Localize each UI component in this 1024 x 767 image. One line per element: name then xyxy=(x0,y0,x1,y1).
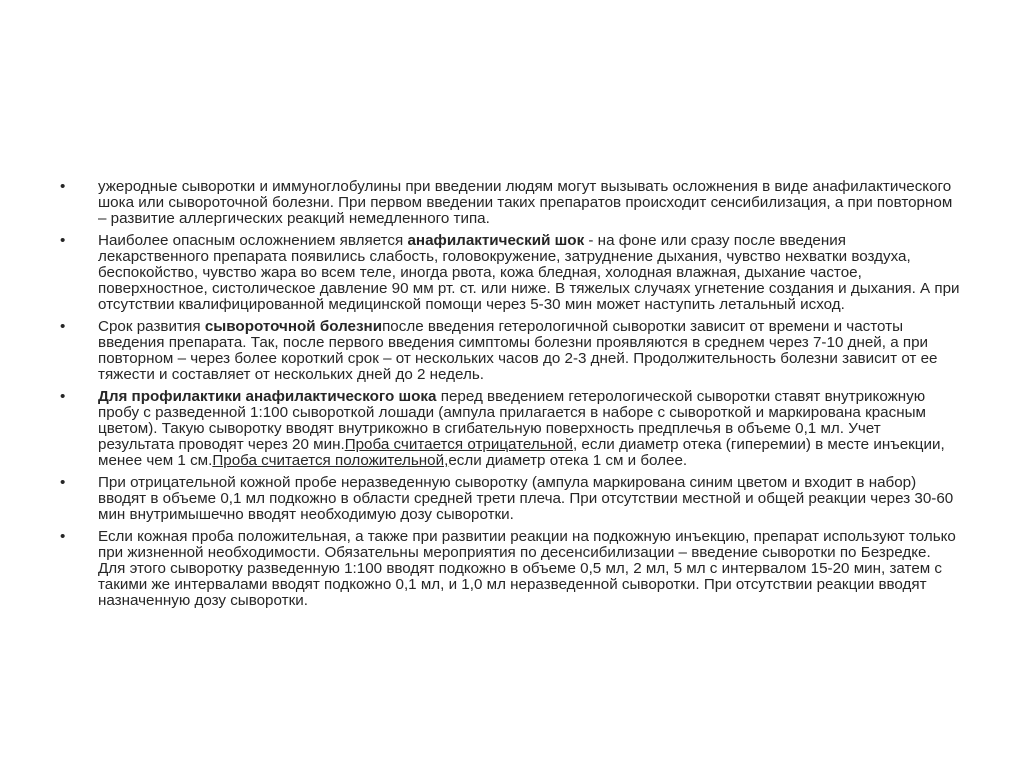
bullet-item xyxy=(60,319,960,383)
bullet-item xyxy=(60,233,960,313)
bullet-dot-icon: • xyxy=(60,232,66,249)
paragraph-text: , если диаметр отека (гиперемии) в месте инъекции, менее чем 1 см. xyxy=(98,436,945,469)
term-prophylaxis: Для профилактики анафилактического шока xyxy=(98,388,437,405)
term-serum-sickness: сывороточной болезни xyxy=(204,318,383,335)
paragraph-text: Если кожная проба положительная, а также при развитии реакции на подкожную инъекцию, препарат используют только при жизненной необходимости. Обязательны мероприятия по десенсибилизации – введение сыворотки по Безредке. Для этого сыворотку разведенную 1:100 вводят подкожно в объеме 0,5 мл, 2 мл, 5 мл с интервалом 15-20 мин, затем с такими же интервалами вводят подкожно 0,1 мл, и 1,0 мл неразведенной сыворотки. При отсутствии реакции вводят назначенную дозу сыворотки. xyxy=(98,528,956,609)
bullet-item xyxy=(60,179,960,227)
positive-test-phrase: Проба считается положительной, xyxy=(212,452,449,469)
bullet-dot-icon: • xyxy=(60,318,66,335)
paragraph-text: Наиболее опасным осложнением является xyxy=(98,232,408,249)
paragraph-text: после введения гетерологичной сыворотки зависит от времени и частоты введения препарата. Так, после первого введения симптомы болезни проявляются в среднем через 7-10 дней, а при повторном – через более короткий срок – от нескольких часов до 2-3 дней. Продолжительность болезни зависит от ее тяжести и составляет от нескольких дней до 2 недель. xyxy=(98,318,938,383)
bullet-item xyxy=(60,475,960,523)
bullet-dot-icon: • xyxy=(60,178,66,195)
paragraph-text: При отрицательной кожной пробе неразведенную сыворотку (ампула маркирована синим цветом и входит в набор) вводят в объеме 0,1 мл подкожно в области средней трети плеча. При отсутствии местной и общей реакции через 30-60 мин внутримышечно вводят необходимую дозу сыворотки. xyxy=(98,474,954,523)
bullet-item xyxy=(60,389,960,469)
negative-test-phrase: Проба считается отрицательной xyxy=(344,436,573,453)
bullet-item xyxy=(60,529,960,609)
bullet-list xyxy=(60,179,960,615)
paragraph-text: - на фоне или сразу после введения лекарственного препарата появились слабость, головокружение, затруднение дыхания, чувство нехватки воздуха, беспокойство, чувство жара во всем теле, иногда рвота, кожа бледная, холодная влажная, дыхание частое, поверхностное, систолическое давление 90 мм рт. ст. или ниже. В тяжелых случаях угнетение создания и дыхания. А при отсутствии квалифицированной медицинской помощи через 5-30 мин может наступить летальный исход. xyxy=(98,232,960,313)
term-anaphylactic-shock: анафилактический шок xyxy=(407,232,585,249)
bullet-dot-icon: • xyxy=(60,528,66,545)
bullet-dot-icon: • xyxy=(60,388,66,405)
paragraph-text: если диаметр отека 1 см и более. xyxy=(448,452,688,469)
paragraph-text: ужеродные сыворотки и иммуноглобулины при введении людям могут вызывать осложнения в виде анафилактического шока или сывороточной болезни. При первом введении таких препаратов происходит сенсибилизация, а при повторном – развитие аллергических реакций немедленного типа. xyxy=(98,178,953,227)
bullet-dot-icon: • xyxy=(60,474,66,491)
paragraph-text: перед введением гетерологической сыворотки ставят внутрикожную пробу с разведенной 1:100 сывороткой лошади (ампула прилагается в наборе с сывороткой и маркирована красным цветом). Такую сыворотку вводят внутрикожно в сгибательную поверхность предплечья в объеме 0,1 мл. Учет результата проводят через 20 мин. xyxy=(98,388,926,453)
paragraph-text: Срок развития xyxy=(98,318,205,335)
